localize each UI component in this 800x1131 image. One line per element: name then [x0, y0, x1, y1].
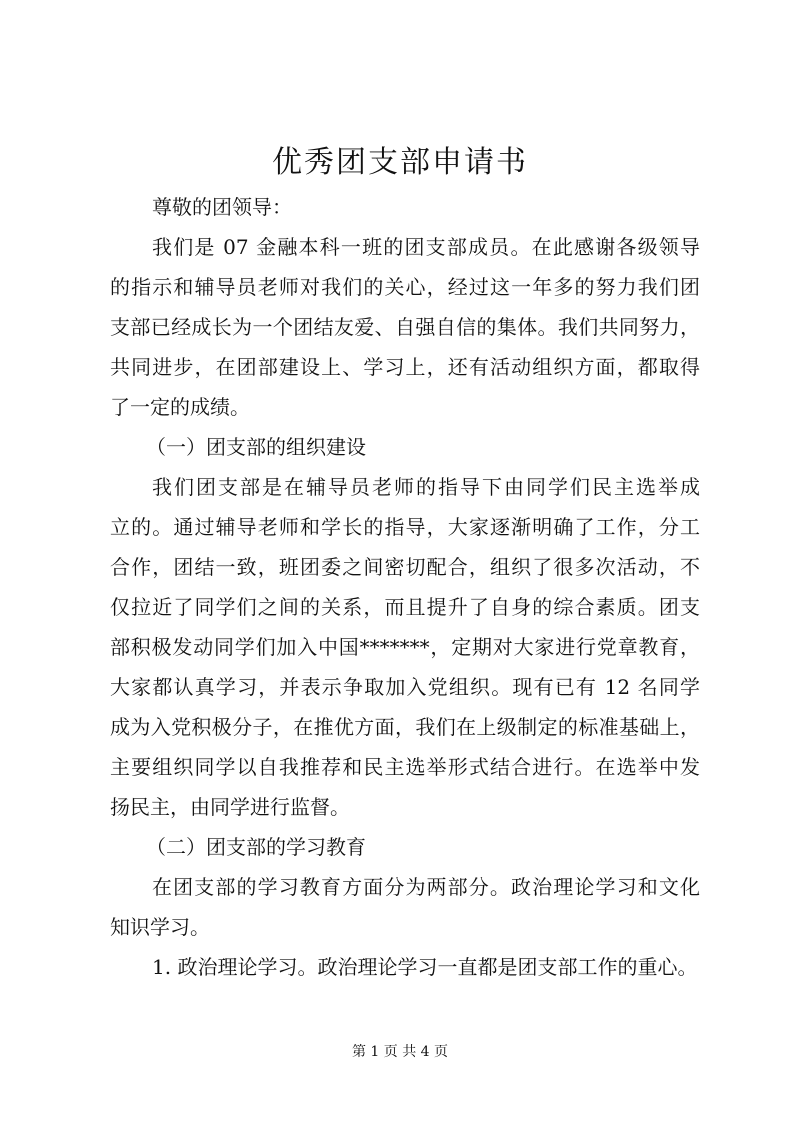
paragraph-line: 主要组织同学以自我推荐和民主选举形式结合进行。在选举中发 [110, 755, 700, 779]
document-title: 优秀团支部申请书 [272, 145, 528, 180]
paragraph-line: 的指示和辅导员老师对我们的关心，经过这一年多的努力我们团 [110, 275, 700, 299]
paragraph-line: 立的。通过辅导老师和学长的指导，大家逐渐明确了工作，分工 [110, 515, 700, 539]
document-body [110, 187, 700, 987]
paragraph-line: 了一定的成绩。 [110, 395, 250, 419]
paragraph-line: 知识学习。 [110, 915, 210, 939]
paragraph-line: 成为入党积极分子，在推优方面，我们在上级制定的标准基础上， [110, 715, 700, 739]
paragraph-line: 我们是 07 金融本科一班的团支部成员。在此感谢各级领导 [152, 235, 700, 259]
paragraph-line: 合作，团结一致，班团委之间密切配合，组织了很多次活动，不 [110, 555, 700, 579]
paragraph-line: 支部已经成长为一个团结友爱、自强自信的集体。我们共同努力， [110, 315, 700, 339]
paragraph-line: 部积极发动同学们加入中国*******，定期对大家进行党章教育， [110, 635, 700, 659]
paragraph-line: 在团支部的学习教育方面分为两部分。政治理论学习和文化 [152, 875, 700, 899]
page-number-footer: 第 1 页 共 4 页 [351, 1044, 449, 1060]
section-heading: （一）团支部的组织建设 [146, 435, 366, 459]
paragraph-line: 扬民主，由同学进行监督。 [110, 795, 350, 819]
paragraph-line: 仅拉近了同学们之间的关系，而且提升了自身的综合素质。团支 [110, 595, 700, 619]
paragraph-line: 1. 政治理论学习。政治理论学习一直都是团支部工作的重心。 [152, 955, 698, 979]
paragraph-line: 大家都认真学习，并表示争取加入党组织。现有已有 12 名同学 [110, 675, 700, 699]
paragraph-line: 共同进步，在团部建设上、学习上，还有活动组织方面，都取得 [110, 355, 700, 379]
section-heading: （二）团支部的学习教育 [146, 835, 366, 859]
paragraph-line: 我们团支部是在辅导员老师的指导下由同学们民主选举成 [152, 475, 700, 499]
salutation: 尊敬的团领导： [152, 195, 292, 219]
